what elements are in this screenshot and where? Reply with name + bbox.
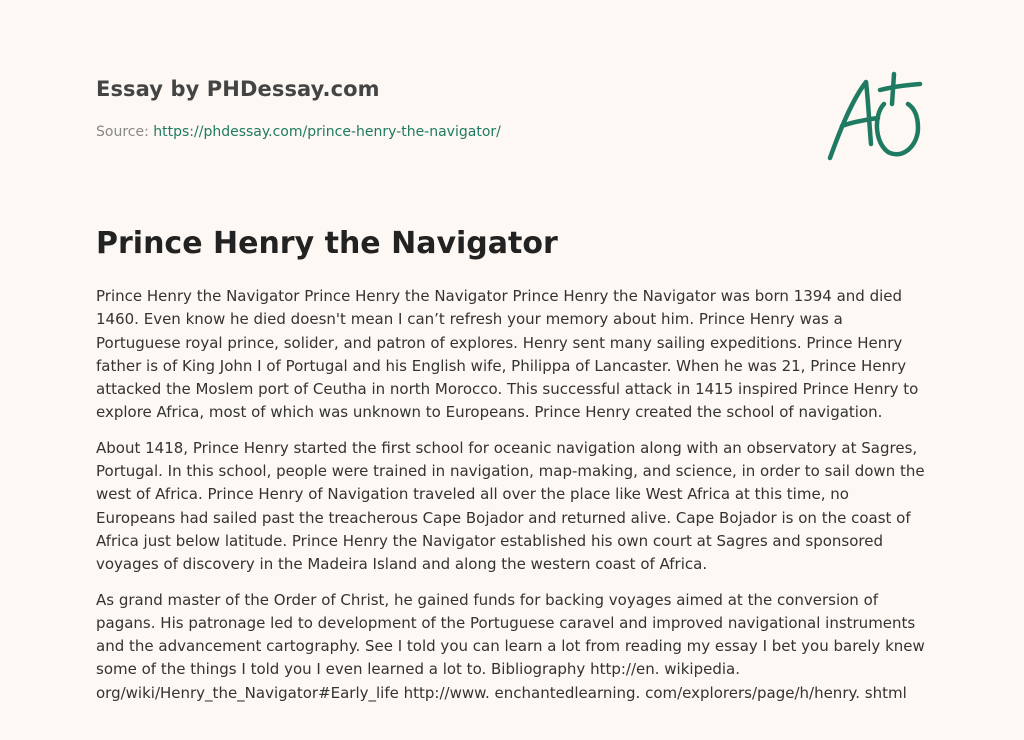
page-title: Prince Henry the Navigator (96, 226, 558, 261)
site-brand: Essay by PHDessay.com (96, 77, 380, 101)
source-label: Source: (96, 124, 154, 140)
paragraph: As grand master of the Order of Christ, he gained funds for backing voyages aimed at the conversion of pagans. His patronage led to development of the Portuguese caravel and improved navigational instruments and the advancement cartography. See I told you can learn a lot from reading my essay I bet you barely knew some of the things I told you I even learned a lot to. Bibliography http://en. wikipedia. org/wiki/Henry_the_Navigator#Early_life http://www. enchantedlearning. com/explorers/page/h/henry. shtml (96, 590, 925, 702)
paragraph: About 1418, Prince Henry started the first school for oceanic navigation along with an observatory at Sagres, Portugal. In this school, people were trained in navigation, map-making, and science, in order to sail down the west of Africa. Prince Henry of Navigation traveled all over the place like West Africa at this time, no Europeans had sailed past the treacherous Cape Bojador and returned alive. Cape Bojador is on the coast of Africa just below latitude. Prince Henry the Navigator established his own court at Sagres and sponsored voyages of discovery in the Madeira Island and along the western coast of Africa. (96, 438, 925, 574)
a-plus-logo-icon (822, 68, 928, 164)
source-line (96, 124, 501, 140)
article-body (96, 285, 928, 717)
source-link[interactable]: https://phdessay.com/prince-henry-the-navigator/ (153, 124, 501, 140)
paragraph: Prince Henry the Navigator Prince Henry the Navigator Prince Henry the Navigator was born 1394 and died 1460. Even know he died doesn't mean I can’t refresh your memory about him. Prince Henry was a Portuguese royal prince, solider, and patron of explores. Henry sent many sailing expeditions. Prince Henry father is of King John I of Portugal and his English wife, Philippa of Lancaster. When he was 21, Prince Henry attacked the Moslem port of Ceutha in north Morocco. This successful attack in 1415 inspired Prince Henry to explore Africa, most of which was unknown to Europeans. Prince Henry created the school of navigation. (96, 287, 919, 422)
